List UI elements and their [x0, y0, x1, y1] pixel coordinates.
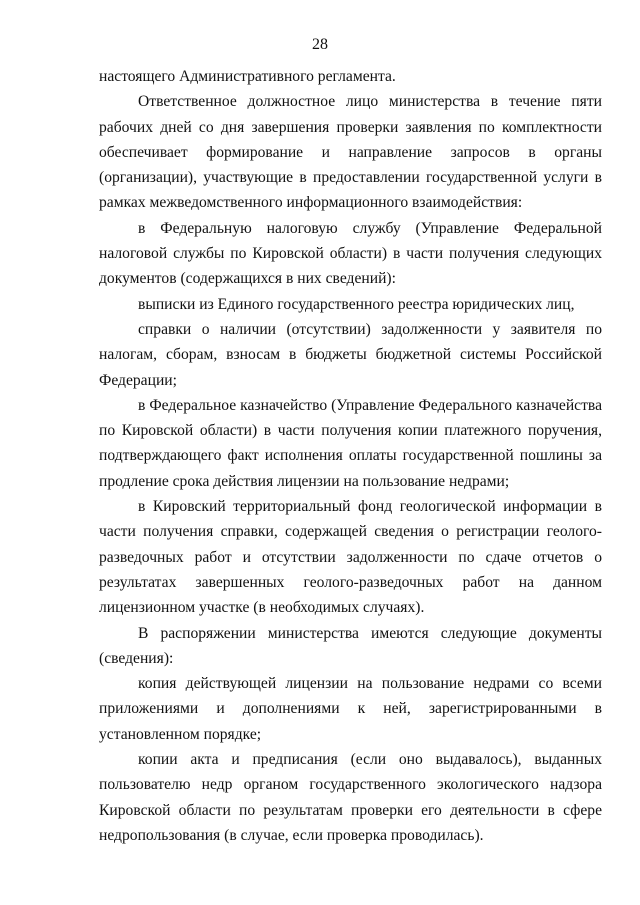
- document-body: [99, 64, 602, 848]
- paragraph-ministry-documents: В распоряжении министерства имеются следующие документы (сведения):: [99, 624, 602, 667]
- paragraph-inspection-acts: копии акта и предписания (если оно выдавалось), выданных пользователю недр органом государственного экологического надзора Кировской области по результатам проверки его деятельности в сфере недропользования (в случае, если проверка проводилась).: [99, 751, 602, 844]
- paragraph-responsible-official: Ответственное должностное лицо министерства в течение пяти рабочих дней со дня завершения проверки заявления по комплектности обеспечивает формирование и направление запросов в органы (организации), участвующие в предоставлении государственной услуги в рамках межведомственного информационного взаимодействия:: [99, 93, 602, 212]
- paragraph-geological-fund: в Кировский территориальный фонд геологической информации в части получения справки, содержащей сведения о регистрации геолого-разведочных работ и отсутствии задолженности по сдаче отчетов о результатах завершенных геолого-разведочных работ на данном лицензионном участке (в необходимых случаях).: [99, 498, 602, 617]
- paragraph-license-copy: копия действующей лицензии на пользование недрами со всеми приложениями и дополнениями к ней, зарегистрированными в установленном порядке;: [99, 675, 602, 743]
- page-number: 28: [312, 36, 328, 53]
- paragraph-tax-service: в Федеральную налоговую службу (Управление Федеральной налоговой службы по Кировской области) в части получения следующих документов (содержащихся в них сведений):: [99, 219, 602, 288]
- paragraph-register-extract: выписки из Единого государственного реестра юридических лиц,: [138, 295, 575, 313]
- paragraph-debt-certificate: справки о наличии (отсутствии) задолженности у заявителя по налогам, сборам, взносам в бюджеты бюджетной системы Российской Федерации;: [99, 320, 602, 389]
- paragraph-continuation: настоящего Административного регламента.: [99, 68, 396, 85]
- paragraph-treasury: в Федеральное казначейство (Управление Федерального казначейства по Кировской области) в части получения копии платежного поручения, подтверждающего факт исполнения оплаты государственной пошлины за продление срока действия лицензии на пользование недрами;: [99, 396, 602, 490]
